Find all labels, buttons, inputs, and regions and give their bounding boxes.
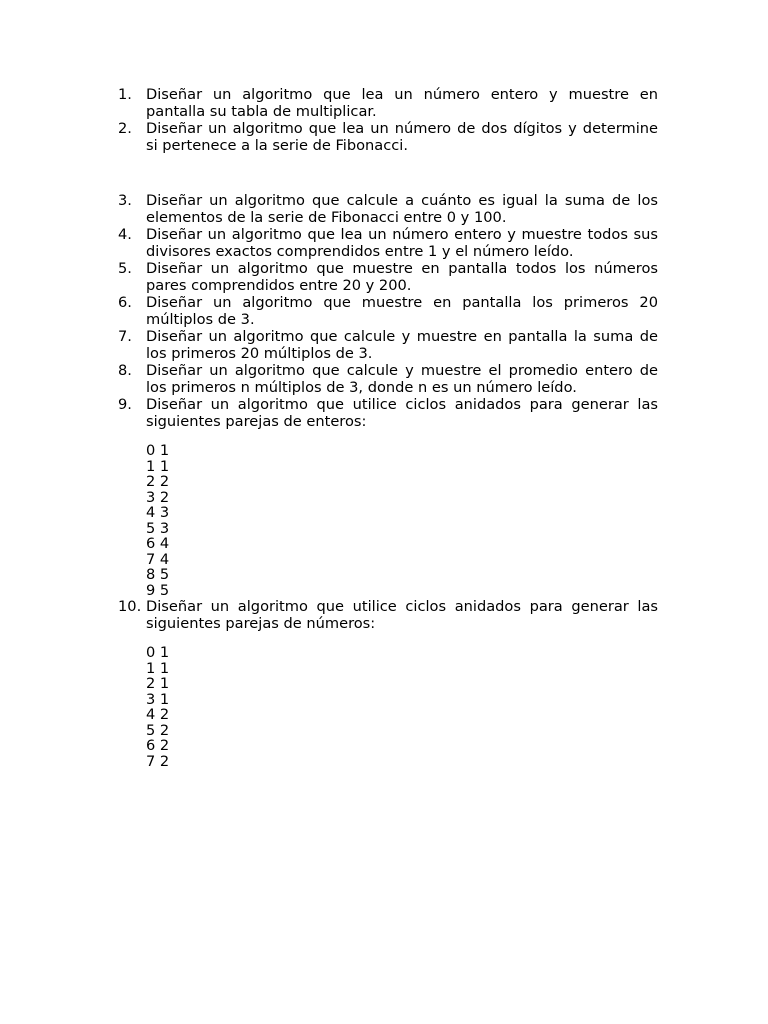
pair: 1 1 [146, 457, 170, 475]
pair: 3 1 [146, 690, 170, 708]
pair: 6 2 [146, 737, 170, 754]
list-item [118, 396, 658, 598]
pair: 5 2 [146, 721, 170, 739]
spacer [118, 154, 658, 192]
item-text: Diseñar un algoritmo que lea un número de dos dígitos y determine si pertenece a la serie de Fibonacci. [146, 120, 658, 154]
list-item [118, 328, 658, 362]
pair: 4 2 [146, 706, 170, 723]
item-number: 4. [118, 226, 132, 243]
item-text: Diseñar un algoritmo que utilice ciclos anidados para generar las siguientes parejas de enteros: [146, 396, 658, 430]
list-item [118, 362, 658, 396]
pair: 6 4 [146, 535, 170, 552]
item-text: Diseñar un algoritmo que calcule y muestre el promedio entero de los primeros n múltiplos de 3, donde n es un número leído. [146, 362, 658, 396]
item-text: Diseñar un algoritmo que lea un número entero y muestre todos sus divisores exactos comprendidos entre 1 y el número leído. [146, 226, 658, 260]
integer-pairs-list [146, 443, 658, 598]
pair: 7 4 [146, 550, 170, 568]
item-number: 10. [118, 598, 142, 615]
list-item [118, 260, 658, 294]
list-item [118, 598, 658, 769]
item-text: Diseñar un algoritmo que utilice ciclos anidados para generar las siguientes parejas de números: [146, 598, 658, 632]
pair: 2 2 [146, 473, 170, 490]
item-body [146, 396, 658, 598]
item-text: Diseñar un algoritmo que muestre en pantalla todos los números pares comprendidos entre 20 y 200. [146, 260, 658, 294]
pair: 3 2 [146, 488, 170, 506]
item-text: Diseñar un algoritmo que calcule y muestre en pantalla la suma de los primeros 20 múltiplos de 3. [146, 328, 658, 362]
item-number: 8. [118, 362, 132, 379]
pair: 4 3 [146, 504, 170, 521]
item-body [146, 598, 658, 769]
pair: 9 5 [146, 581, 170, 599]
pair: 8 5 [146, 566, 170, 583]
item-text: Diseñar un algoritmo que lea un número entero y muestre en pantalla su tabla de multiplicar. [146, 86, 658, 120]
item-number: 6. [118, 294, 132, 311]
item-number: 2. [118, 120, 132, 137]
list-item [118, 192, 658, 226]
item-text: Diseñar un algoritmo que muestre en pantalla los primeros 20 múltiplos de 3. [146, 294, 658, 328]
list-item [118, 226, 658, 260]
number-pairs-list [146, 645, 658, 769]
item-number: 7. [118, 328, 132, 345]
list-item [118, 86, 658, 120]
item-number: 9. [118, 396, 132, 413]
item-number: 1. [118, 86, 132, 103]
pair: 0 1 [146, 442, 170, 459]
item-text: Diseñar un algoritmo que calcule a cuánto es igual la suma de los elementos de la serie de Fibonacci entre 0 y 100. [146, 192, 658, 226]
list-item [118, 294, 658, 328]
exercise-list [118, 86, 658, 769]
item-number: 5. [118, 260, 132, 277]
pair: 5 3 [146, 519, 170, 537]
pair: 7 2 [146, 752, 170, 770]
pair: 1 1 [146, 659, 170, 677]
list-item [118, 120, 658, 154]
item-number: 3. [118, 192, 132, 209]
pair: 2 1 [146, 675, 170, 692]
pair: 0 1 [146, 644, 170, 661]
